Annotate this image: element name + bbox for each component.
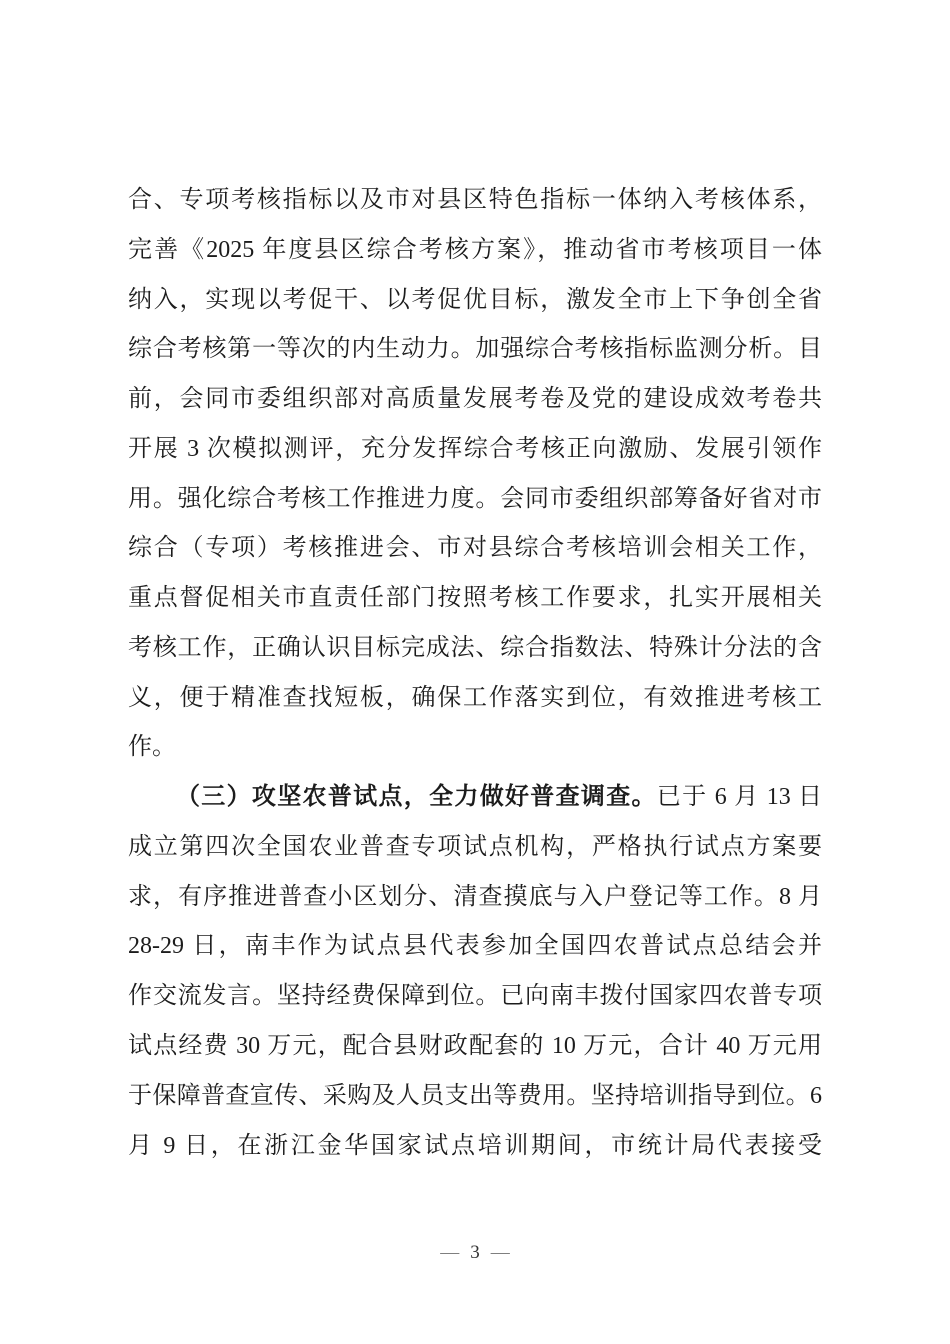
body-text: 月 9 日，在浙江金华国家试点培训期间，市统计局代表接受 (128, 1132, 822, 1159)
text-line (128, 1072, 822, 1122)
text-line (128, 574, 822, 624)
text-line (128, 823, 822, 873)
text-line (128, 425, 822, 475)
body-text: 完善《2025 年度县区综合考核方案》，推动省市考核项目一体 (128, 236, 822, 263)
text-line (128, 524, 822, 574)
paragraph (128, 773, 822, 1171)
body-text: 试点经费 30 万元，配合县财政配套的 10 万元，合计 40 万元用 (128, 1033, 822, 1060)
text-line (128, 325, 822, 375)
text-line (128, 723, 822, 773)
text-line (128, 773, 822, 823)
section-heading-text: （三）攻坚农普试点，全力做好普查调查。 (176, 784, 657, 811)
footer-left-dash: — (440, 1242, 460, 1263)
text-line (128, 873, 822, 923)
body-text: 考核工作，正确认识目标完成法、综合指数法、特殊计分法的含 (128, 634, 822, 661)
text-line (128, 176, 822, 226)
text-line (128, 1022, 822, 1072)
text-line (128, 922, 822, 972)
body-text: 于保障普查宣传、采购及人员支出等费用。坚持培训指导到位。6 (128, 1082, 822, 1109)
body-text: 纳入，实现以考促干、以考促优目标，激发全市上下争创全省 (128, 286, 822, 313)
text-line (128, 375, 822, 425)
page-footer (0, 1240, 950, 1266)
body-text: 开展 3 次模拟测评，充分发挥综合考核正向激励、发展引领作 (128, 435, 822, 462)
body-text: 已于 6 月 13 日 (656, 784, 822, 811)
document-body (128, 176, 822, 1171)
footer-right-dash: — (490, 1242, 510, 1263)
body-text: 综合（专项）考核推进会、市对县综合考核培训会相关工作， (128, 535, 822, 562)
text-line (128, 1122, 822, 1172)
text-line (128, 674, 822, 724)
text-line (128, 624, 822, 674)
body-text: 前，会同市委组织部对高质量发展考卷及党的建设成效考卷共 (128, 386, 822, 413)
body-text: 作。 (128, 734, 176, 761)
body-text: 作交流发言。坚持经费保障到位。已向南丰拨付国家四农普专项 (128, 983, 822, 1010)
text-line (128, 226, 822, 276)
body-text: 成立第四次全国农业普查专项试点机构，严格执行试点方案要 (128, 833, 822, 860)
paragraph (128, 176, 822, 773)
text-line (128, 972, 822, 1022)
text-line (128, 276, 822, 326)
body-text: 义，便于精准查找短板，确保工作落实到位，有效推进考核工 (128, 684, 822, 711)
body-text: 求，有序推进普查小区划分、清查摸底与入户登记等工作。8 月 (128, 883, 822, 910)
body-text: 用。强化综合考核工作推进力度。会同市委组织部筹备好省对市 (128, 485, 822, 512)
page-number: 3 (470, 1242, 480, 1263)
body-text: 28-29 日，南丰作为试点县代表参加全国四农普试点总结会并 (128, 933, 822, 960)
body-text: 综合考核第一等次的内生动力。加强综合考核指标监测分析。目 (128, 336, 822, 363)
body-text: 合、专项考核指标以及市对县区特色指标一体纳入考核体系， (128, 187, 822, 213)
text-line (128, 475, 822, 525)
body-text: 重点督促相关市直责任部门按照考核工作要求，扎实开展相关 (128, 585, 822, 612)
